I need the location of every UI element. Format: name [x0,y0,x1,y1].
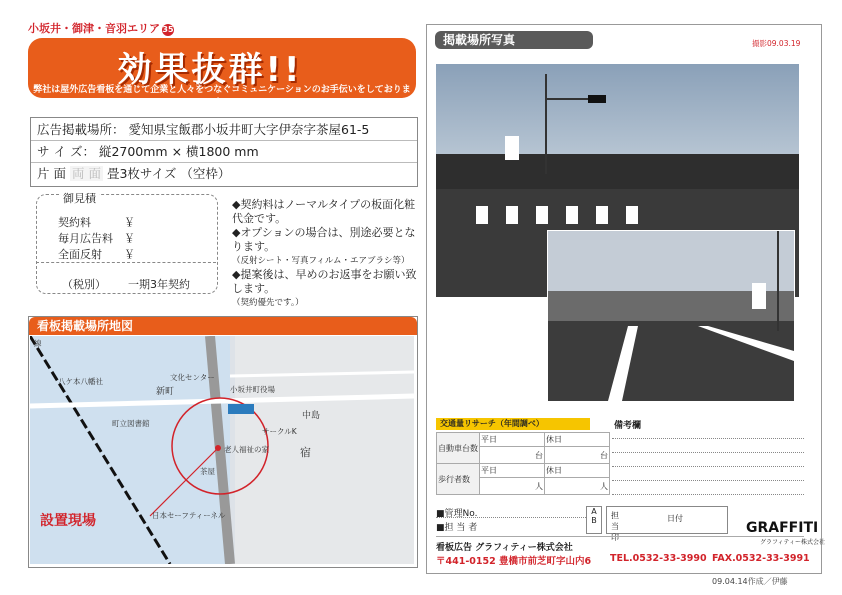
map-label: 老人福祉の家 [224,445,269,454]
traffic-title: 交通量リサーチ（年間調べ） [436,418,590,430]
size-row [37,142,259,160]
face-row [37,164,230,182]
map-label: 町立図書館 [112,419,150,428]
size-value: 縦2700mm × 横1800 mm [98,144,259,159]
estimate-title: 御見積 [60,190,99,206]
estimate-value: ￥ [124,248,135,261]
map-label: 新町 [156,387,175,397]
ab-box [586,506,602,534]
company-name: 看板広告 グラフィティー株式会社 [436,543,573,553]
note-3-sub: （契約優先です。） [232,298,304,308]
banner-title: 効果抜群!! [117,50,303,90]
traffic-table [436,432,610,495]
photo-2 [547,230,795,402]
face-note: 畳3枚サイズ （空枠） [106,166,231,181]
map-label: サークルK [262,427,297,436]
car-weekday-unit: 台 [480,447,545,464]
estimate-row [58,230,135,246]
location-label: 広告掲載場所： [37,122,125,137]
stamp-2-label: 日付 [667,514,683,523]
tax-label: （税別） [62,278,106,291]
box-b: B [591,516,597,525]
mgmt-no: ■管理No. [436,509,478,519]
company-logo: GRAFFITI [746,520,819,536]
notes [232,198,417,310]
note-2: ◆オプションの場合は、別途必要となります。 [232,226,416,253]
map-title: 看板掲載場所地図 [29,317,417,335]
car-weekday: 平日 [480,433,545,447]
location-row [37,120,369,138]
location-value: 愛知県宝飯郡小坂井町大字伊奈字茶屋61-5 [128,122,370,137]
map-label: 宿 [300,446,311,459]
area-name: 小坂井・御津・音羽エリア [28,22,160,35]
estimate-label: 全面反射 [58,248,102,261]
face-label: 片 面 [37,166,66,181]
company-fax: FAX.0532-33-3991 [712,553,810,564]
banner-subtitle: 弊社は屋外広告看板を通じて企業と人々をつなぐコミュニケーションのお手伝いをしております。 [33,85,411,108]
estimate-row [58,246,135,262]
estimate-value: ￥ [124,232,135,245]
map-label: 小坂井町役場 [230,385,275,394]
map-label: 中島 [302,411,321,421]
install-site-label: 設置現場 [40,513,96,529]
photo-2-image [548,231,794,401]
box-a: A [591,507,597,516]
area-number: 35 [162,25,174,34]
walk-holiday: 休日 [545,464,610,478]
car-label: 自動車台数 [437,433,480,464]
map-label: 茶屋 [200,467,215,476]
area-header [28,20,174,36]
map-label: 八ケ本八幡社 [58,377,103,386]
stamp-box [606,506,728,542]
map [30,336,414,564]
company-tel: TEL.0532-33-3990 [610,553,707,564]
mgmt-person: ■担 当 者 [436,523,478,533]
contract-term: 一期3年契約 [128,278,190,291]
estimate-row [58,214,135,230]
car-holiday-unit: 台 [545,447,610,464]
car-holiday: 休日 [545,433,610,447]
map-label: 日本セーフティーネル [152,511,226,520]
walk-label: 歩行者数 [437,464,480,495]
face-both: 両 面 [71,166,101,181]
walk-weekday: 平日 [480,464,545,478]
note-1: ◆契約料はノーマルタイプの板面化粧代金です。 [232,198,416,225]
note-2-sub: （反射シート・写真フィルム・エアブラシ等） [232,256,410,266]
photo-date: 撮影09.03.19 [752,39,801,48]
logo-sub: グラフィティー株式会社 [760,539,826,546]
map-label: 線 [34,339,42,348]
estimate-label: 毎月広告料 [58,232,113,245]
remarks-title: 備考欄 [614,421,642,431]
estimate-value: ￥ [124,216,135,229]
company-address: 〒441-0152 豊橋市前芝町字山内6 [436,556,592,567]
map-label: 文化センター [170,373,215,382]
estimate-label: 契約料 [58,216,91,229]
size-label: サ イ ズ： [37,144,95,159]
billboard-marker [505,136,519,160]
walk-holiday-unit: 人 [545,478,610,495]
photo-title: 掲載場所写真 [435,31,593,49]
note-3: ◆提案後は、早めのお返事をお願い致します。 [232,268,417,295]
ad-info-box [30,117,418,187]
walk-weekday-unit: 人 [480,478,545,495]
stamp-1-label: 担当印 [611,511,619,542]
created-note: 09.04.14作成／伊藤 [712,577,788,586]
